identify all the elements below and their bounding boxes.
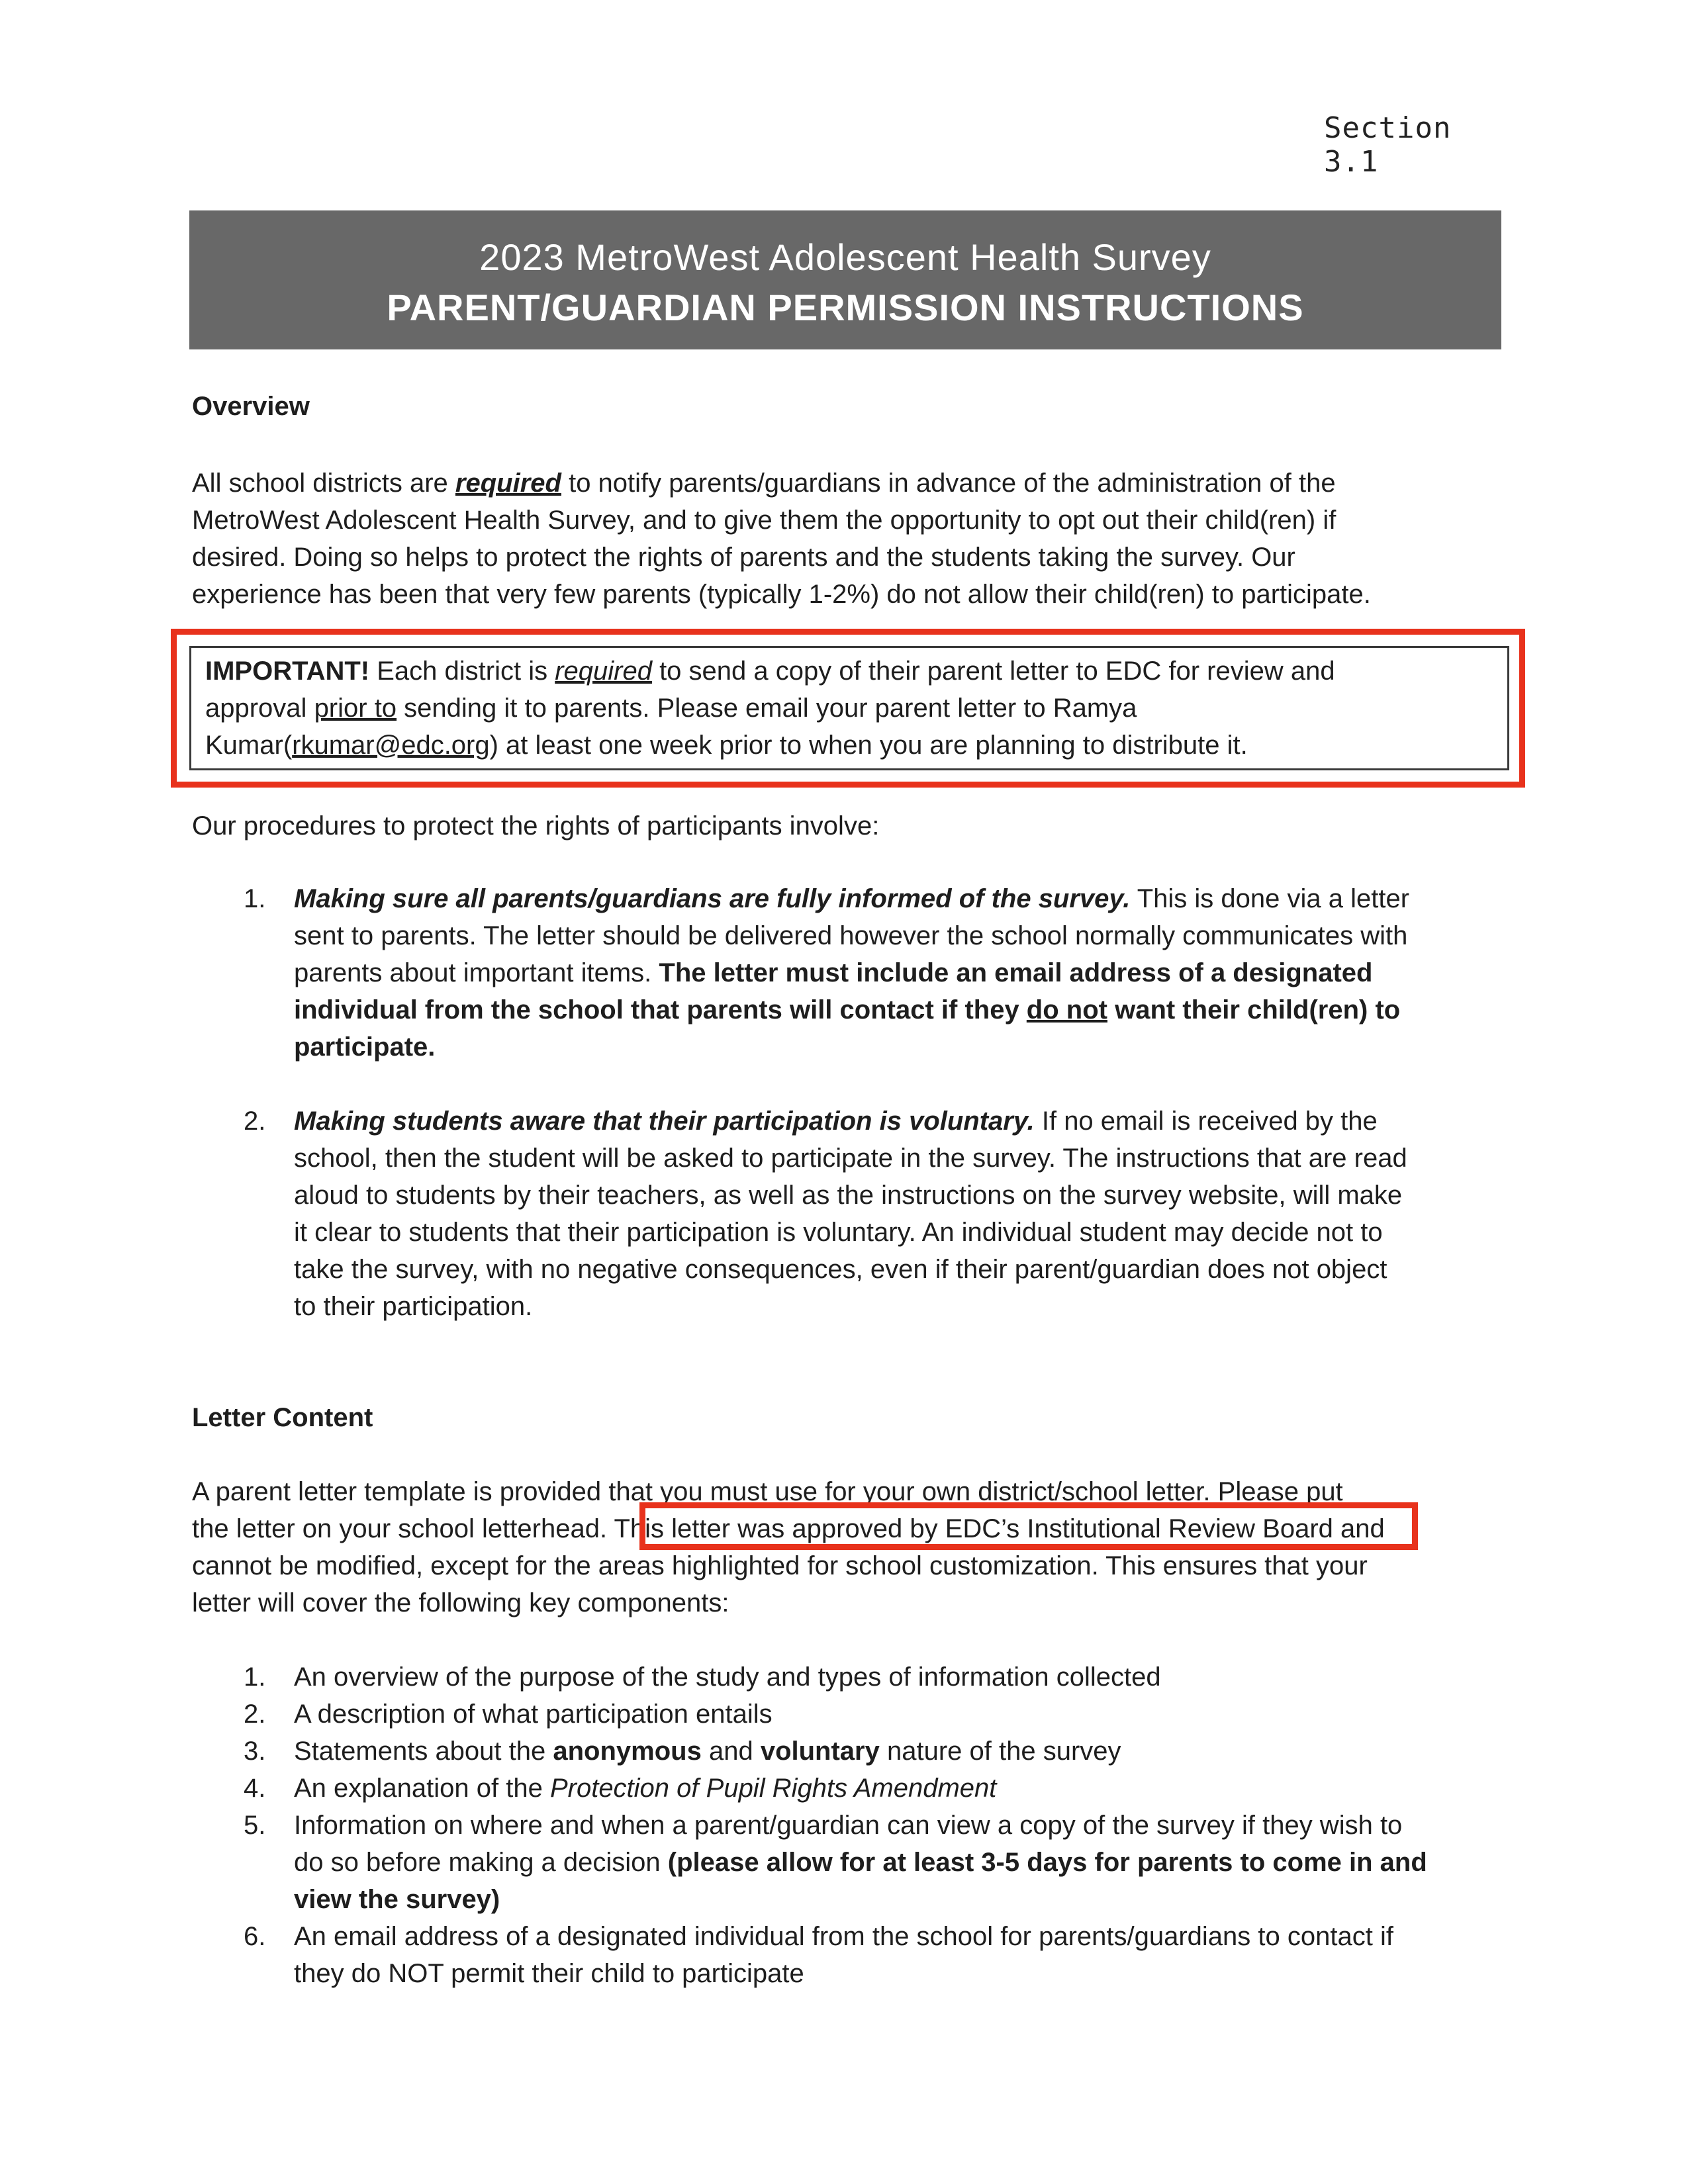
- irb-highlight-text: This letter was approved by EDC’s Institutional Review Board: [614, 1514, 1333, 1543]
- overview-paragraph: [192, 465, 1476, 613]
- list-item: 1. An overview of the purpose of the study and types of information collected: [244, 1662, 1161, 1692]
- banner-title: 2023 MetroWest Adolescent Health Survey: [479, 236, 1211, 278]
- procedures-list: [0, 880, 1688, 1066]
- important-label: IMPORTANT!: [205, 657, 370, 686]
- procedures-list: [0, 1103, 1688, 1325]
- overview-line: desired. Doing so helps to protect the rights of parents and the students taking the survey. Our: [192, 543, 1295, 572]
- list-item: 1. Making sure all parents/guardians are fully informed of the survey. This is done via a letter sent to parents. The letter should be delivered however the school normally communicates with parents about important items. The letter must include an email address of a designated individual from the school that parents will contact if they do not want their child(ren) to participate.: [0, 880, 1688, 1066]
- letter-content-heading: Letter Content: [192, 1403, 373, 1432]
- title-banner: [189, 210, 1501, 349]
- list-number: 2.: [244, 1107, 266, 1136]
- overview-line: experience has been that very few parents (typically 1-2%) do not allow their child(ren) to participate.: [192, 580, 1371, 609]
- list-item: 5. Information on where and when a parent/guardian can view a copy of the survey if they wish to do so before making a decision (please allow for at least 3-5 days for parents to come in and view the survey): [244, 1811, 1427, 1914]
- list-item: 3. Statements about the anonymous and voluntary nature of the survey: [244, 1737, 1121, 1766]
- overview-line: MetroWest Adolescent Health Survey, and to give them the opportunity to opt out their child(ren) if: [192, 506, 1336, 535]
- components-list: [0, 1659, 1688, 1992]
- overview-heading: Overview: [192, 392, 310, 421]
- banner-subtitle: PARENT/GUARDIAN PERMISSION INSTRUCTIONS: [387, 287, 1304, 328]
- list-item: 2. Making students aware that their participation is voluntary. If no email is received by the school, then the student will be asked to participate in the survey. The instructions that are read aloud to students by their teachers, as well as the instructions on the survey website, will make it clear to students that their participation is voluntary. An individual student may decide not to take the survey, with no negative consequences, even if their parent/guardian does not object to their participation.: [0, 1103, 1688, 1325]
- important-notice: IMPORTANT! Each district is required to send a copy of their parent letter to EDC for review and approval prior to sending it to parents. Please email your parent letter to Ramya Kumar(rkumar@edc.org) at least one week prior to when you are planning to distribute it.: [205, 657, 1335, 760]
- irb-highlight-box: [639, 1502, 1418, 1550]
- procedures-intro: Our procedures to protect the rights of participants involve:: [192, 811, 880, 841]
- list-item: 2. A description of what participation entails: [244, 1700, 773, 1729]
- overview-line: All school districts are required to notify parents/guardians in advance of the administration of the: [192, 469, 1336, 498]
- letter-content-paragraph: A parent letter template is provided that you must use for your own district/school letter. Please put the letter on your school letterhead. This letter was approved by EDC’s Institutional Review Board and cannot be modified, except for the areas highlighted for school customization. This ensures that your letter will cover the following key components:: [192, 1477, 1385, 1617]
- section-label: Section 3.1: [1324, 111, 1452, 179]
- list-item: 4. An explanation of the Protection of Pupil Rights Amendment: [244, 1774, 997, 1803]
- list-number: 1.: [244, 884, 266, 913]
- email-link[interactable]: rkumar@edc.org: [292, 731, 490, 760]
- required-emphasis: required: [455, 469, 561, 498]
- list-item: 6. An email address of a designated individual from the school for parents/guardians to contact if they do NOT permit their child to participate: [244, 1922, 1393, 1988]
